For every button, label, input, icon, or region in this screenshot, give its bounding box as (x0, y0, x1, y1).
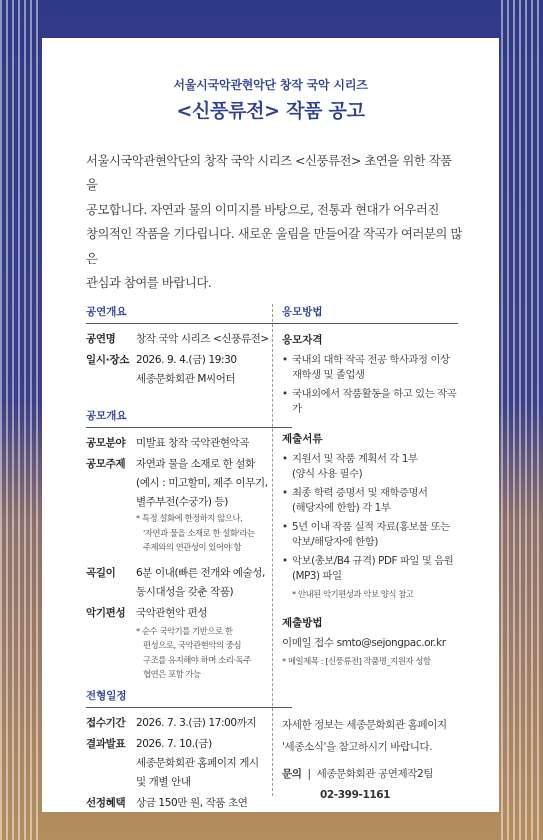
bullet-icon: • (282, 521, 288, 533)
info-row (86, 457, 292, 556)
info-line: 자세한 정보는 세종문화회관 홈페이지 (282, 719, 447, 731)
row-value (136, 737, 292, 790)
intro-paragraph (86, 149, 462, 295)
note-line: '자연과 물을 소재로 한 설화'라는 (143, 527, 255, 538)
item-line: 국내외 대학 작곡 전공 학사과정 이상 (292, 354, 450, 366)
value-line: 세종문화회관 홈페이지 게시 (136, 757, 259, 769)
item-text: 국내외에서 작품활동을 하고 있는 작곡가 (292, 388, 457, 415)
contact-org: 세종문화회관 공연제작2팀 (316, 768, 434, 780)
call-section (86, 408, 292, 689)
item-line: 최종 학력 증명서 및 재학증명서 (292, 487, 428, 499)
row-label: 일시·장소 (86, 354, 130, 366)
info-row (86, 353, 292, 387)
note-line: 주제와의 연관성이 있어야 함 (143, 542, 242, 552)
submission-email: 이메일 접수 smto@sejongpac.or.kr (282, 636, 446, 649)
row-value: 창작 국악 시리즈 <신풍류전> (136, 333, 269, 345)
item-line: 5년 이내 작품 실적 자료(홍보물 또는 (292, 521, 450, 533)
document-item (282, 486, 458, 516)
value-line: 별주부전(수궁가) 등) (136, 496, 228, 508)
value-line: 국악관현악 편성 (136, 606, 208, 619)
value-line: 2026. 9. 4.(금) 19:30 (136, 354, 237, 366)
info-row (86, 716, 292, 731)
value-line: 및 개별 안내 (136, 776, 191, 788)
row-value (136, 457, 292, 556)
row-value: 상금 150만 원, 작품 초연 (136, 797, 248, 809)
note-line: * 특정 설화에 한정하지 않으나, (136, 513, 243, 523)
info-row (86, 436, 292, 451)
document-item (282, 452, 458, 482)
row-label: 결과발표 (86, 738, 126, 750)
bullet-icon: • (282, 453, 288, 465)
left-stripe-decoration (0, 0, 42, 840)
item-line: (해당자에 한함) 각 1부 (292, 502, 391, 514)
intro-line: 서울시국악관현악단의 창작 국악 시리즈 <신풍류전> 초연을 위한 작품을 (86, 154, 452, 193)
row-label: 접수기간 (86, 717, 126, 729)
info-row (86, 737, 292, 790)
item-line: 악보/해당자에 한함) (292, 536, 378, 548)
value-line: 2026. 7. 10.(금) (136, 738, 212, 750)
item-text (292, 486, 428, 516)
row-value (136, 606, 292, 683)
info-row (86, 566, 292, 600)
value-line: 세종문화회관 M씨어터 (136, 373, 236, 385)
documents-title: 제출서류 (282, 433, 323, 445)
contact-separator: | (307, 768, 311, 780)
subtitle: 서울시국악관현악단 창작 국악 시리즈 (173, 78, 368, 92)
item-text (292, 353, 450, 383)
row-label: 공모주제 (86, 458, 126, 470)
value-line: (예시 : 미고할미, 제주 이무기, (136, 477, 268, 489)
note-line: 협연은 포함 가능 (143, 669, 201, 679)
performance-section (86, 304, 292, 393)
item-line: (양식 사용 필수) (292, 468, 363, 480)
apply-section (282, 304, 458, 669)
row-value (136, 566, 292, 600)
documents-note: * 안내된 악기편성과 악보 양식 참고 (292, 589, 414, 599)
page-title: <신풍류전> 작품 공고 (176, 100, 365, 122)
schedule-section (86, 688, 292, 817)
row-value: 미발표 창작 국악관현악곡 (136, 437, 250, 449)
value-line: 6분 이내(빠른 전개와 예술성, (136, 566, 265, 579)
item-line: 재학생 및 졸업생 (292, 369, 365, 381)
section-title: 공모개요 (86, 408, 292, 428)
item-text (292, 520, 450, 550)
method-note: * 메일제목 : [신풍류전] 작품명_지원자 성함 (282, 655, 431, 666)
row-label: 공모분야 (86, 437, 126, 449)
value-line: 자연과 물을 소재로 한 설화 (136, 458, 255, 470)
document-item (282, 554, 458, 584)
qualification-item (282, 353, 458, 383)
item-text (292, 452, 418, 482)
intro-line: 공모합니다. 자연과 물의 이미지를 바탕으로, 전통과 현대가 어우러진 (86, 202, 439, 217)
row-label: 곡길이 (86, 566, 116, 579)
section-title: 응모방법 (282, 304, 458, 324)
notice-card (42, 38, 499, 812)
bullet-icon: • (282, 388, 288, 400)
section-title: 전형일정 (86, 688, 292, 708)
note-line: 편성으로, 국악관현악의 중심 (143, 640, 242, 650)
row-label: 악기편성 (86, 606, 126, 619)
row-label: 공연명 (86, 333, 116, 345)
info-block (282, 718, 482, 803)
item-line: (MP3) 파일 (292, 570, 342, 582)
method-title: 제출방법 (282, 616, 323, 629)
info-line: '세종소식'을 참고하시기 바랍니다. (282, 741, 433, 753)
row-label: 선정혜택 (86, 797, 126, 809)
contact-label: 문의 (282, 768, 302, 780)
intro-line: 창의적인 작품을 기다립니다. 새로운 울림을 만들어갈 작곡가 여러분의 많은 (86, 227, 462, 266)
right-stripe-decoration (501, 0, 543, 840)
row-value (136, 353, 292, 387)
qualification-title: 응모자격 (282, 334, 323, 346)
item-text (292, 554, 453, 584)
info-row (86, 796, 292, 811)
note-line: * 순수 국악기를 기반으로 한 (136, 625, 233, 636)
value-line: 동시대성을 갖춘 작품) (136, 585, 234, 598)
contact-phone: 02-399-1161 (320, 789, 391, 801)
contact-row (282, 767, 482, 782)
bullet-icon: • (282, 354, 288, 366)
info-row (86, 332, 292, 347)
bullet-icon: • (282, 555, 288, 567)
section-title: 공연개요 (86, 304, 292, 324)
item-line: 악보(총보/B4 규격) PDF 파일 및 음원 (292, 555, 454, 567)
row-value: 2026. 7. 3.(금) 17:00까지 (136, 717, 257, 729)
note-line: 구조를 유지해야 하며 소리·독주 (143, 654, 251, 665)
item-line: 지원서 및 작품 계획서 각 1부 (292, 453, 418, 465)
intro-line: 관심과 참여를 바랍니다. (86, 276, 212, 291)
document-item (282, 520, 458, 550)
bullet-icon: • (282, 487, 288, 499)
info-row (86, 606, 292, 683)
qualification-item (282, 387, 458, 417)
